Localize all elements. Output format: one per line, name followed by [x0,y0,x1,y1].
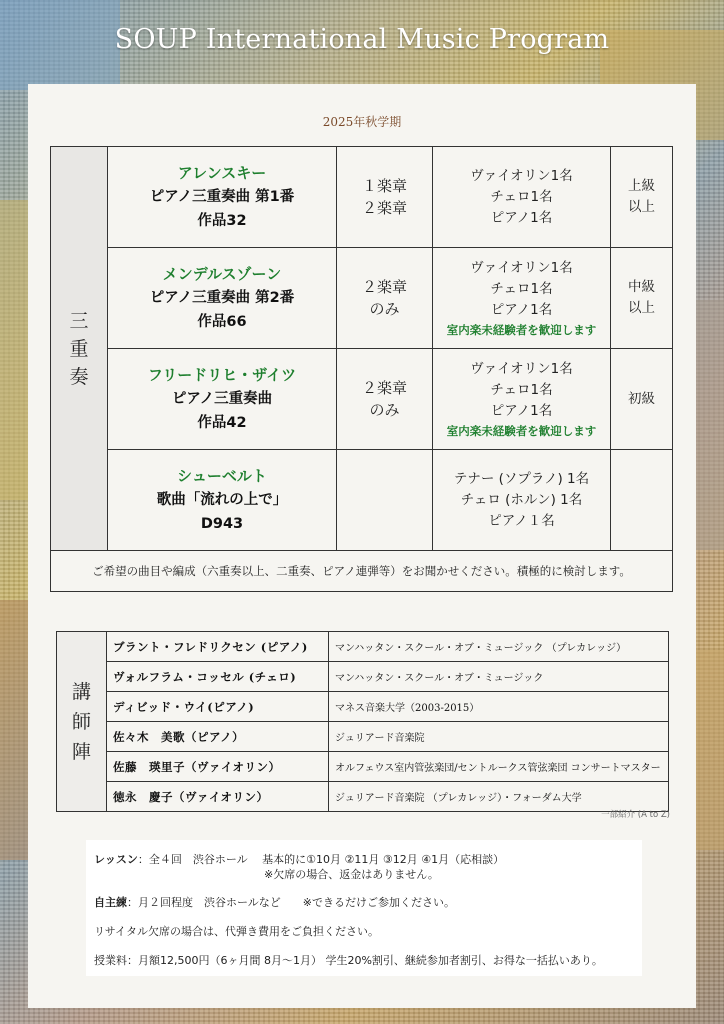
welcome-note: 室内楽未経験者を歓迎します [446,322,597,337]
faculty-name: 徳永 慶子（ヴァイオリン） [107,782,329,812]
faculty-side-label: 講師陣 [71,680,91,763]
instrument: ヴァイオリン1名 [470,167,573,184]
composer-name: シューベルト [177,467,267,485]
instrument: ヴァイオリン1名 [470,360,573,377]
background-patch [0,200,30,500]
trio-note-row [51,551,673,592]
instrument: ヴァイオリン1名 [470,259,573,276]
term-label: 2025年秋学期 [322,115,402,129]
instrument: ピアノ１名 [488,512,555,529]
lesson-text: ：全４回 渋谷ホール 基本的に①10月 ②11月 ③12月 ④1月（応相談） [137,853,505,866]
work-opus: D943 [200,516,244,532]
instrument: チェロ (ホルン) 1名 [460,491,583,508]
lesson-line [94,852,504,867]
work-title: ピアノ三重奏曲 [171,391,273,407]
work-opus: 作品66 [197,314,247,330]
recital-note: リサイタル欠席の場合は、代弾き費用をご負担ください。 [94,925,380,938]
instrument: テナー (ソプラノ) 1名 [453,470,590,487]
instrument: チェロ1名 [490,280,553,297]
faculty-name: 佐々木 美歌（ピアノ） [107,722,329,752]
faculty-affiliation: マンハッタン・スクール・オブ・ミュージック （プレカレッジ） [329,632,669,662]
composer-name: アレンスキー [177,164,267,182]
composer-name: メンデルスゾーン [162,265,282,283]
instruments-cell [433,248,611,349]
faculty-table [56,631,669,812]
selfpractice-text: ：月２回程度 渋谷ホールなど ※できるだけご参加ください。 [127,896,455,909]
faculty-affiliation: マンハッタン・スクール・オブ・ミュージック [329,662,669,692]
trio-table [50,146,673,592]
faculty-row [57,722,669,752]
work-title: ピアノ三重奏曲 第2番 [149,290,295,306]
instrument: チェロ1名 [490,381,553,398]
faculty-name: 佐藤 瑛里子（ヴァイオリン） [107,752,329,782]
work-title: 歌曲「流れの上で」 [156,492,288,508]
level: 上級 以上 [628,178,655,215]
faculty-name: ヴォルフラム・コッセル (チェロ) [107,662,329,692]
movements: ２楽章 のみ [361,278,407,318]
background-patch [0,600,30,860]
instrument: ピアノ1名 [490,402,553,419]
faculty-row [57,692,669,722]
background-patch [696,650,724,850]
selfpractice-label: 自主練 [94,896,127,909]
trio-row [51,248,673,349]
faculty-affiliation: オルフェウス室内管弦楽団/セントルークス管弦楽団 コンサートマスター [329,752,669,782]
level: 初級 [628,390,655,407]
instrument: ピアノ1名 [490,209,553,226]
trio-row [51,147,673,248]
lesson-note: ※欠席の場合、返金はありません。 [264,868,439,881]
work-opus: 作品42 [197,415,247,431]
piece-cell [108,450,337,551]
selfpractice-line [94,895,455,910]
instrument: チェロ1名 [490,188,553,205]
instruments-cell [433,147,611,248]
trio-side-label: 三重奏 [69,309,89,388]
welcome-note: 室内楽未経験者を歓迎します [446,423,597,438]
trio-side-cell [51,147,108,551]
faculty-row [57,752,669,782]
piece-cell [108,248,337,349]
faculty-name: ディビッド・ウイ(ピアノ) [107,692,329,722]
faculty-row [57,782,669,812]
trio-row [51,349,673,450]
faculty-row [57,662,669,692]
movements: ２楽章 のみ [361,379,407,419]
lesson-label: レッスン [94,853,138,866]
faculty-affiliation: ジュリアード音楽院 （プレカレッジ）・フォーダム大学 [329,782,669,812]
info-box [86,840,642,976]
work-title: ピアノ三重奏曲 第1番 [149,189,295,205]
composer-name: フリードリヒ・ザイツ [147,366,297,384]
piece-cell [108,147,337,248]
fee-line: 授業料：月額12,500円（6ヶ月間 8月〜1月） 学生20%割引、継続参加者割引、お得な一括払いあり。 [94,954,603,967]
faculty-footnote: 一部紹介 (A to Z) [601,810,670,820]
instrument: ピアノ1名 [490,301,553,318]
page-title: SOUP International Music Program [114,24,610,55]
piece-cell [108,349,337,450]
faculty-affiliation: マネス音楽大学（2003-2015） [329,692,669,722]
instruments-cell [433,349,611,450]
level: 中級 以上 [628,279,655,316]
faculty-affiliation: ジュリアード音楽院 [329,722,669,752]
faculty-row [57,632,669,662]
background-patch [696,300,724,550]
faculty-name: ブラント・フレドリクセン (ピアノ) [107,632,329,662]
instruments-cell [433,450,611,551]
faculty-side-cell [57,632,107,812]
trio-row [51,450,673,551]
trio-note: ご希望の曲目や編成（六重奏以上、二重奏、ピアノ連弾等）をお聞かせください。積極的に検討します。 [51,551,673,592]
movements: １楽章 ２楽章 [361,177,407,217]
work-opus: 作品32 [197,213,247,229]
